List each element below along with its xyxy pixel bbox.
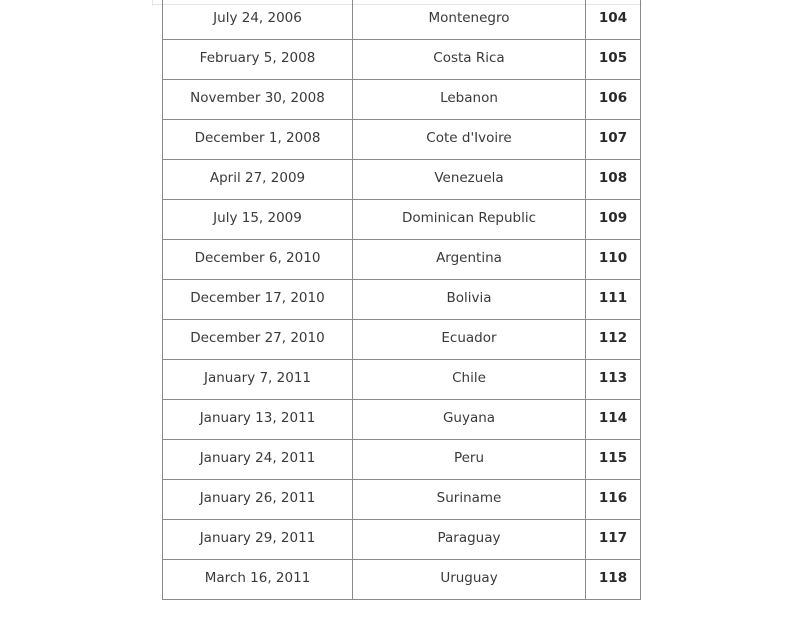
date-cell-text: January 24, 2011	[199, 449, 316, 466]
country-cell-text: Peru	[453, 449, 485, 466]
date-cell-text: January 26, 2011	[199, 489, 316, 506]
number-cell-text: 117	[598, 529, 628, 546]
date-cell	[163, 120, 353, 160]
country-cell-text: Lebanon	[440, 89, 498, 106]
number-cell	[586, 40, 641, 80]
number-cell	[586, 240, 641, 280]
date-cell	[163, 400, 353, 440]
date-cell	[163, 80, 353, 120]
country-cell-text: Cote d'Ivoire	[426, 129, 512, 146]
number-cell-text: 108	[598, 169, 628, 186]
date-cell	[163, 440, 353, 480]
date-cell-text: November 30, 2008	[190, 89, 325, 106]
number-cell	[586, 440, 641, 480]
date-cell	[163, 560, 353, 600]
number-cell-text: 111	[598, 289, 628, 306]
table-row	[163, 120, 641, 160]
date-cell-text: December 27, 2010	[190, 329, 325, 346]
number-cell	[586, 560, 641, 600]
country-cell-text: Uruguay	[440, 569, 498, 586]
date-cell	[163, 360, 353, 400]
table-row	[163, 40, 641, 80]
table-row	[163, 0, 641, 40]
number-cell-text: 116	[598, 489, 628, 506]
date-cell	[163, 0, 353, 40]
date-cell	[163, 480, 353, 520]
date-cell	[163, 320, 353, 360]
date-cell-text: December 6, 2010	[194, 249, 321, 266]
country-cell-text: Dominican Republic	[401, 209, 537, 226]
country-cell	[353, 280, 586, 320]
table-row	[163, 400, 641, 440]
country-cell	[353, 0, 586, 40]
date-cell-text: April 27, 2009	[209, 169, 306, 186]
country-cell-text: Venezuela	[434, 169, 504, 186]
table-row	[163, 200, 641, 240]
table-row	[163, 80, 641, 120]
table-row	[163, 440, 641, 480]
table-row	[163, 520, 641, 560]
number-cell	[586, 360, 641, 400]
country-cell	[353, 440, 586, 480]
country-cell-text: Bolivia	[446, 289, 492, 306]
date-cell-text: February 5, 2008	[199, 49, 316, 66]
table-row	[163, 160, 641, 200]
country-cell	[353, 40, 586, 80]
date-cell	[163, 200, 353, 240]
country-cell	[353, 80, 586, 120]
number-cell-text: 104	[598, 9, 628, 26]
number-cell	[586, 480, 641, 520]
number-cell	[586, 0, 641, 40]
country-cell-text: Chile	[452, 369, 486, 386]
country-cell	[353, 160, 586, 200]
date-cell-text: December 17, 2010	[190, 289, 325, 306]
number-cell	[586, 120, 641, 160]
number-cell	[586, 520, 641, 560]
date-cell-text: January 29, 2011	[199, 529, 316, 546]
number-cell-text: 109	[598, 209, 628, 226]
number-cell	[586, 160, 641, 200]
date-cell	[163, 280, 353, 320]
country-cell-text: Costa Rica	[433, 49, 505, 66]
country-cell-text: Ecuador	[441, 329, 497, 346]
country-cell	[353, 120, 586, 160]
country-cell	[353, 520, 586, 560]
number-cell-text: 115	[598, 449, 628, 466]
number-cell-text: 107	[598, 129, 628, 146]
number-cell	[586, 320, 641, 360]
table-row	[163, 480, 641, 520]
number-cell	[586, 200, 641, 240]
country-cell	[353, 560, 586, 600]
table-body	[163, 0, 641, 600]
number-cell-text: 106	[598, 89, 628, 106]
country-cell-text: Guyana	[442, 409, 496, 426]
number-cell	[586, 400, 641, 440]
number-cell	[586, 80, 641, 120]
country-cell	[353, 240, 586, 280]
country-cell-text: Montenegro	[428, 9, 510, 26]
country-cell	[353, 360, 586, 400]
country-cell-text: Suriname	[436, 489, 502, 506]
country-cell-text: Paraguay	[437, 529, 501, 546]
number-cell-text: 113	[598, 369, 628, 386]
date-cell-text: July 15, 2009	[213, 209, 302, 226]
country-cell	[353, 480, 586, 520]
number-cell-text: 112	[598, 329, 628, 346]
number-cell	[586, 280, 641, 320]
country-cell	[353, 320, 586, 360]
number-cell-text: 114	[598, 409, 628, 426]
number-cell-text: 118	[598, 569, 628, 586]
country-cell	[353, 400, 586, 440]
country-cell-text: Argentina	[436, 249, 502, 266]
table-row	[163, 320, 641, 360]
number-cell-text: 105	[598, 49, 628, 66]
page-left-edge	[152, 0, 153, 6]
date-cell-text: January 13, 2011	[199, 409, 316, 426]
date-cell	[163, 520, 353, 560]
table-row	[163, 560, 641, 600]
date-cell	[163, 240, 353, 280]
date-cell-text: July 24, 2006	[213, 9, 302, 26]
table-row	[163, 360, 641, 400]
table-row	[163, 280, 641, 320]
date-cell-text: January 7, 2011	[204, 369, 311, 386]
date-cell-text: March 16, 2011	[204, 569, 311, 586]
table-row	[163, 240, 641, 280]
country-cell	[353, 200, 586, 240]
date-cell-text: December 1, 2008	[194, 129, 321, 146]
recognition-table	[162, 0, 641, 600]
number-cell-text: 110	[598, 249, 628, 266]
date-cell	[163, 160, 353, 200]
date-cell	[163, 40, 353, 80]
